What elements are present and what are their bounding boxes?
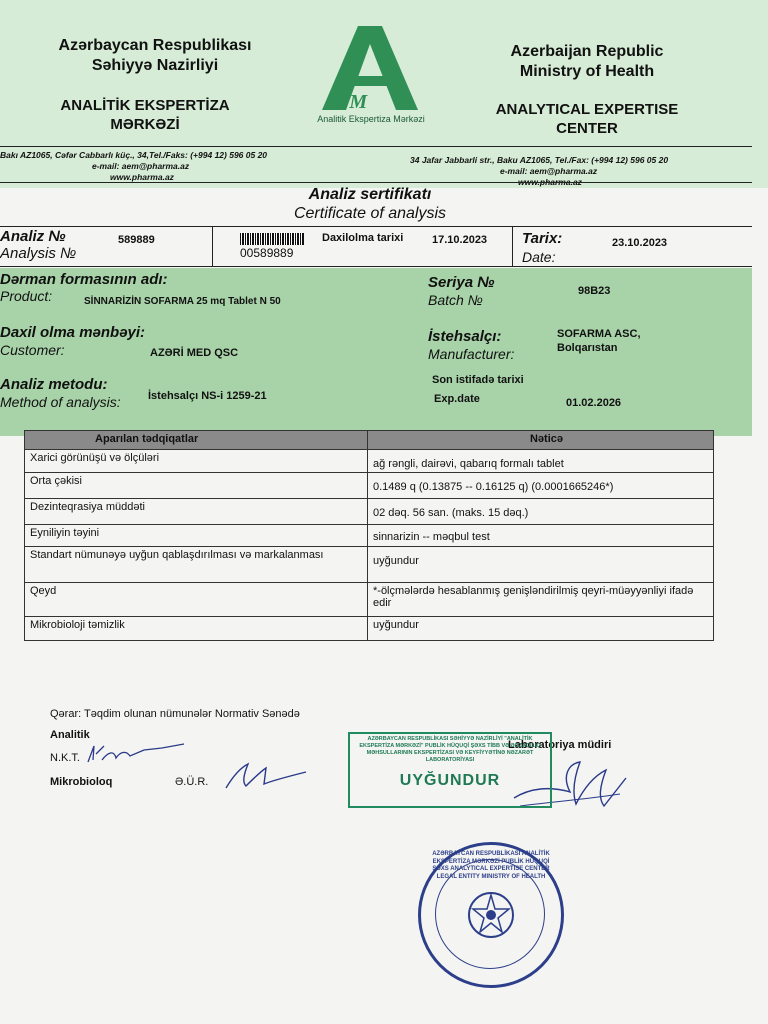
approval-stamp: [348, 732, 552, 808]
logo-caption: Analitik Ekspertiza Mərkəzi: [317, 114, 425, 124]
test-name: Dezinteqrasiya müddəti: [25, 499, 368, 525]
customer-label-en: Customer:: [0, 342, 65, 358]
manufacturer-name: SOFARMA ASC,: [557, 328, 641, 340]
official-seal: [418, 842, 564, 988]
logo-letters: EM: [336, 91, 368, 113]
method-label-en: Method of analysis:: [0, 394, 121, 410]
title-az: Analiz sertifikatı: [308, 186, 432, 203]
issuer-en: [472, 42, 702, 82]
title-en: Certificate of analysis: [293, 205, 447, 222]
certificate-date: 23.10.2023: [612, 237, 668, 249]
aem-logo: [300, 18, 440, 126]
expiry-date: 01.02.2026: [566, 397, 622, 409]
address-en-email: e-mail: aem@pharma.az: [500, 166, 598, 176]
product-name: SİNNARİZİN SOFARMA 25 mq Tablet N 50: [84, 296, 281, 307]
analysis-divider-1: [212, 226, 213, 266]
table-row: [25, 547, 714, 583]
column-header-result: Nəticə: [368, 431, 714, 450]
table-row: [25, 450, 714, 473]
microbiologist-signature: [220, 760, 310, 792]
issuer-az-line2: Səhiyyə Nazirliyi: [91, 57, 219, 74]
stamp-big-text: UYĞUNDUR: [399, 772, 501, 789]
analysis-label-az: Analiz №: [0, 228, 66, 245]
barcode: [240, 233, 304, 245]
method-label-az: Analiz metodu:: [0, 376, 108, 393]
product-label-en: Product:: [0, 288, 53, 304]
test-name: Eyniliyin təyini: [25, 525, 368, 547]
results-table: [24, 430, 714, 641]
decision-text: Qərar: Təqdim olunan nümunələr Normativ Sənədə: [50, 708, 300, 720]
analysis-divider-2: [512, 226, 513, 266]
microbiologist-label: Mikrobioloq: [50, 776, 113, 788]
receipt-date: 17.10.2023: [432, 234, 488, 246]
center-az: [30, 96, 260, 134]
test-name: Standart nümunəyə uyğun qablaşdırılması və markalanması: [25, 547, 368, 583]
table-row: [25, 617, 714, 641]
header-divider: [0, 146, 752, 147]
issuer-en-line1: Azerbaijan Republic: [510, 43, 664, 60]
date-label-en: Date:: [522, 249, 556, 265]
method-value: İstehsalçı NS-i 1259-21: [148, 390, 267, 402]
center-az-line2: MƏRKƏZİ: [110, 116, 180, 133]
test-result: uyğundur: [368, 547, 714, 583]
address-az-line1: Bakı AZ1065, Cəfər Cabbarlı küç., 34,Tel./Faks: (+994 12) 596 05 20: [0, 150, 268, 160]
center-en: [462, 100, 712, 138]
address-az: [0, 150, 330, 183]
test-result: 0.1489 q (0.13875 -- 0.16125 q) (0.0001665246*): [368, 473, 714, 499]
test-result: sinnarizin -- məqbul test: [368, 525, 714, 547]
address-az-email: e-mail: aem@pharma.az: [92, 161, 190, 171]
manufacturer-label-en: Manufacturer:: [428, 346, 515, 362]
product-info-band: [0, 268, 752, 436]
analysis-label-en: Analysis №: [0, 245, 77, 262]
barcode-number: 00589889: [240, 246, 294, 260]
address-divider: [0, 182, 752, 183]
eur-label: Ə.Ü.R.: [175, 776, 209, 788]
test-name: Orta çəkisi: [25, 473, 368, 499]
customer-label-az: Daxil olma mənbəyi:: [0, 324, 146, 341]
analyst-signature: [84, 740, 194, 768]
table-row: [25, 499, 714, 525]
center-en-line2: CENTER: [556, 120, 618, 137]
stamp-small-text: AZƏRBAYCAN RESPUBLİKASI SƏHİYYƏ NAZİRLİYİ "ANALİTİK EKSPERTİZA MƏRKƏZİ" PUBLİK HÜQUQİ ŞƏXS TİBB VƏ ƏCZAÇILIQ MƏHSULLARININ EKSPERTİZASI VƏ KEYFİYYƏTİNƏ NƏZARƏT LABORATORİYASI: [359, 736, 541, 763]
table-header-row: [25, 431, 714, 450]
nkt-label: N.K.T.: [50, 752, 80, 764]
product-label-az: Dərman formasının adı:: [0, 271, 168, 288]
test-result: ağ rəngli, dairəvi, qabarıq formalı tablet: [368, 450, 714, 473]
analysis-row-top: [0, 226, 752, 227]
analyst-label: Analitik: [50, 729, 90, 741]
batch-label-az: Seriya №: [428, 274, 495, 291]
manufacturer-country: Bolqarıstan: [557, 342, 618, 354]
test-name: Xarici görünüşü və ölçüləri: [25, 450, 368, 473]
table-row: [25, 525, 714, 547]
issuer-en-line2: Ministry of Health: [519, 63, 655, 80]
center-en-line1: ANALYTICAL EXPERTISE: [495, 101, 679, 118]
lab-head-label: Laboratoriya müdiri: [508, 739, 612, 751]
batch-label-en: Batch №: [428, 292, 483, 308]
manufacturer-label-az: İstehsalçı:: [428, 328, 502, 345]
seal-text: AZƏRBAYCAN RESPUBLİKASI ANALİTİK EKSPERTİZA MƏRKƏZİ PUBLİK HÜQUQİ ŞƏXS ANALYTICAL EXPERTISE CENTER LEGAL ENTITY MINISTRY OF HEALTH: [432, 851, 550, 880]
test-name: Mikrobioloji təmizlik: [25, 617, 368, 641]
address-en: [410, 155, 740, 188]
column-header-tests: Aparılan tədqiqatlar: [25, 431, 368, 450]
issuer-az-line1: Azərbaycan Respublikası: [58, 37, 252, 54]
center-az-line1: ANALİTİK EKSPERTİZA: [60, 97, 230, 114]
test-name: Qeyd: [25, 583, 368, 617]
expiry-label-az: Son istifadə tarixi: [432, 374, 524, 386]
test-result: 02 dəq. 56 san. (maks. 15 dəq.): [368, 499, 714, 525]
test-result: *-ölçmələrdə hesablanmış genişləndirilmiş qeyri-müəyyənliyi ifadə edir: [368, 583, 714, 617]
analysis-row-bottom: [0, 266, 752, 267]
issuer-az: [30, 36, 280, 76]
analysis-number: 589889: [118, 234, 155, 246]
receipt-date-label: Daxilolma tarixi: [322, 232, 404, 244]
date-label-az: Tarix:: [522, 230, 563, 247]
address-en-web: www.pharma.az: [518, 177, 582, 187]
expiry-label-en: Exp.date: [434, 393, 480, 405]
batch-number: 98B23: [578, 285, 611, 297]
table-row: [25, 583, 714, 617]
coat-of-arms-icon: [465, 889, 517, 941]
customer-name: AZƏRİ MED QSC: [150, 347, 239, 359]
test-result: uyğundur: [368, 617, 714, 641]
address-az-web: www.pharma.az: [110, 172, 174, 182]
address-en-line1: 34 Jafar Jabbarli str., Baku AZ1065, Tel./Fax: (+994 12) 596 05 20: [410, 155, 669, 165]
table-row: [25, 473, 714, 499]
